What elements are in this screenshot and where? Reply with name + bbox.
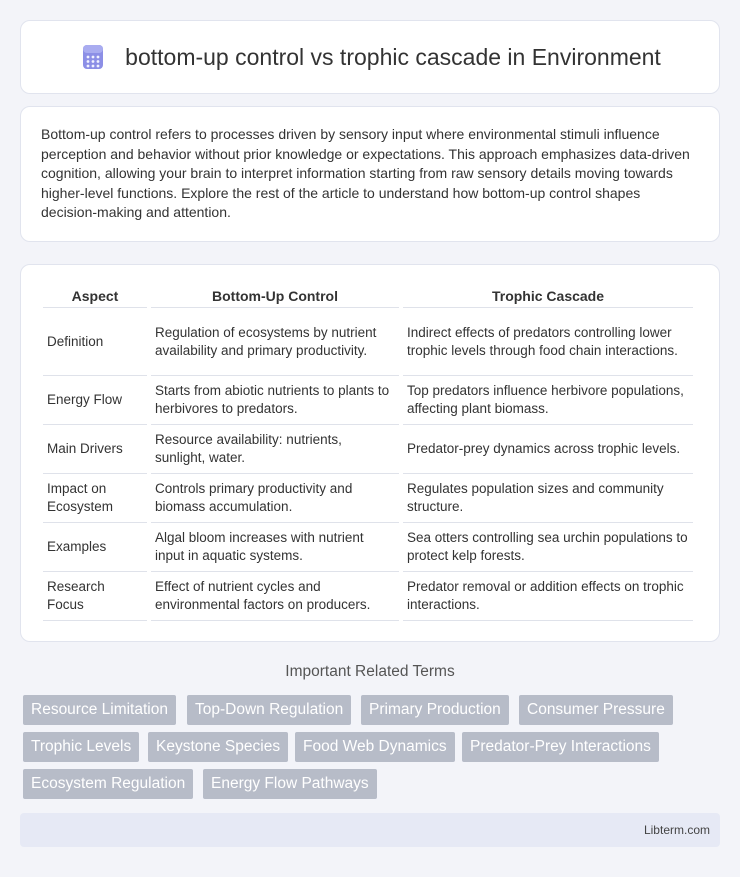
cell-bottom-up: Algal bloom increases with nutrient input in aquatic systems. — [151, 523, 399, 572]
term-tag[interactable]: Food Web Dynamics — [295, 732, 455, 762]
table-header-row — [43, 287, 693, 308]
cell-trophic-cascade: Sea otters controlling sea urchin populations to protect kelp forests. — [403, 523, 693, 572]
cell-bottom-up: Controls primary productivity and biomass accumulation. — [151, 474, 399, 523]
comparison-table — [39, 287, 697, 621]
page-title: bottom-up control vs trophic cascade in Environment — [125, 43, 661, 70]
term-tag[interactable]: Top-Down Regulation — [187, 695, 351, 725]
cell-aspect: Research Focus — [43, 572, 147, 621]
cell-aspect: Examples — [43, 523, 147, 572]
term-tag[interactable]: Energy Flow Pathways — [203, 769, 377, 799]
cell-trophic-cascade: Indirect effects of predators controlling lower trophic levels through food chain interactions. — [403, 308, 693, 376]
cell-trophic-cascade: Top predators influence herbivore populations, affecting plant biomass. — [403, 376, 693, 425]
cell-aspect: Definition — [43, 308, 147, 376]
cell-aspect: Impact on Ecosystem — [43, 474, 147, 523]
footer — [20, 813, 720, 847]
related-terms-title: Important Related Terms — [285, 663, 455, 680]
term-tag[interactable]: Ecosystem Regulation — [23, 769, 193, 799]
table-row — [43, 523, 693, 572]
term-tag[interactable]: Trophic Levels — [23, 732, 139, 762]
cell-aspect: Energy Flow — [43, 376, 147, 425]
term-tag[interactable]: Keystone Species — [148, 732, 288, 762]
comparison-table-card — [20, 264, 720, 642]
term-tag[interactable]: Primary Production — [361, 695, 509, 725]
intro-card — [20, 106, 720, 242]
header-aspect: Aspect — [43, 287, 147, 308]
table-row — [43, 425, 693, 474]
term-tag[interactable]: Consumer Pressure — [519, 695, 673, 725]
cell-bottom-up: Regulation of ecosystems by nutrient availability and primary productivity. — [151, 308, 399, 376]
cell-bottom-up: Effect of nutrient cycles and environmental factors on producers. — [151, 572, 399, 621]
header-trophic-cascade: Trophic Cascade — [403, 287, 693, 308]
term-tag[interactable]: Resource Limitation — [23, 695, 176, 725]
table-row — [43, 308, 693, 376]
cell-trophic-cascade: Predator-prey dynamics across trophic levels. — [403, 425, 693, 474]
intro-text: Bottom-up control refers to processes driven by sensory input where environmental stimuli influence perception and behavior without prior knowledge or expectations. This approach emphasizes data-driven cognition, allowing your brain to interpret information starting from raw sensory details moving towards higher-level functions. Explore the rest of the article to understand how bottom-up control shapes decision-making and attention. — [41, 126, 690, 220]
cell-aspect: Main Drivers — [43, 425, 147, 474]
table-row — [43, 376, 693, 425]
footer-site-link[interactable]: Libterm.com — [643, 823, 710, 837]
table-row — [43, 474, 693, 523]
header-bottom-up: Bottom-Up Control — [151, 287, 399, 308]
cell-trophic-cascade: Regulates population sizes and community structure. — [403, 474, 693, 523]
term-tag[interactable]: Predator-Prey Interactions — [462, 732, 659, 762]
cell-bottom-up: Starts from abiotic nutrients to plants to herbivores to predators. — [151, 376, 399, 425]
table-row — [43, 572, 693, 621]
title-card — [20, 20, 720, 94]
calculator-icon — [79, 43, 107, 71]
cell-bottom-up: Resource availability: nutrients, sunlight, water. — [151, 425, 399, 474]
cell-trophic-cascade: Predator removal or addition effects on trophic interactions. — [403, 572, 693, 621]
